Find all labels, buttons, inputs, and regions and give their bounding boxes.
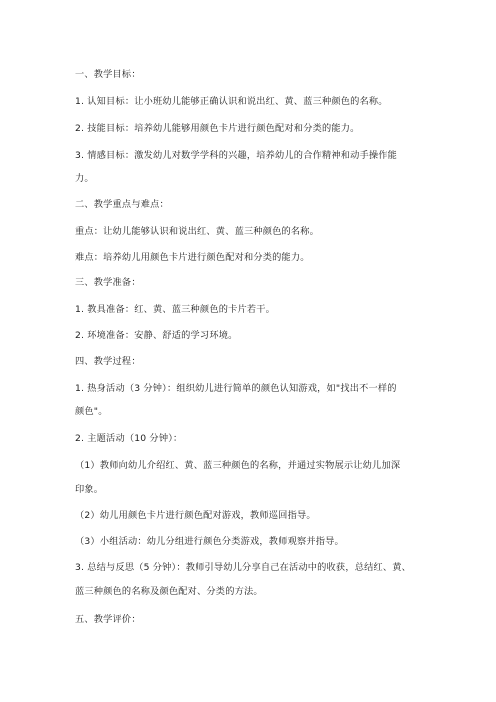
heading-teaching-goals: 一、教学目标： — [75, 69, 141, 80]
goal-emotional-continued: 力。 — [75, 173, 94, 184]
process-step-2: （2）幼儿用颜色卡片进行颜色配对游戏，教师巡回指导。 — [75, 510, 316, 521]
heading-key-points: 二、教学重点与难点： — [75, 199, 169, 210]
process-step-1-continued: 印象。 — [75, 484, 104, 495]
heading-preparation: 三、教学准备： — [75, 277, 141, 288]
process-main-activity: 2. 主题活动（10 分钟）： — [75, 433, 183, 444]
heading-process: 四、教学过程： — [75, 356, 141, 367]
process-summary-continued: 蓝三种颜色的名称及颜色配对、分类的方法。 — [75, 586, 263, 597]
goal-cognitive: 1. 认知目标：让小班幼儿能够正确认识和说出红、黄、蓝三种颜色的名称。 — [75, 96, 388, 107]
process-step-1: （1）教师向幼儿介绍红、黄、蓝三种颜色的名称，并通过实物展示让幼儿加深 — [75, 460, 401, 471]
preparation-environment: 2. 环境准备：安静、舒适的学习环境。 — [75, 330, 238, 341]
process-step-3: （3）小组活动：幼儿分组进行颜色分类游戏，教师观察并指导。 — [75, 536, 344, 547]
heading-evaluation: 五、教学评价： — [75, 614, 141, 625]
goal-emotional: 3. 情感目标：激发幼儿对数学学科的兴趣，培养幼儿的合作精神和动手操作能 — [75, 150, 398, 161]
key-point: 重点：让幼儿能够认识和说出红、黄、蓝三种颜色的名称。 — [75, 226, 320, 237]
goal-skill: 2. 技能目标：培养幼儿能够用颜色卡片进行颜色配对和分类的能力。 — [75, 123, 360, 134]
difficult-point: 难点：培养幼儿用颜色卡片进行颜色配对和分类的能力。 — [75, 252, 310, 263]
process-warmup-continued: 颜色"。 — [75, 406, 108, 417]
preparation-materials: 1. 教具准备：红、黄、蓝三种颜色的卡片若干。 — [75, 304, 276, 315]
process-warmup: 1. 热身活动（3 分钟）：组织幼儿进行简单的颜色认知游戏，如"找出不一样的 — [75, 383, 397, 394]
process-summary: 3. 总结与反思（5 分钟）：教师引导幼儿分享自己在活动中的收获，总结红、黄、 — [75, 562, 412, 573]
